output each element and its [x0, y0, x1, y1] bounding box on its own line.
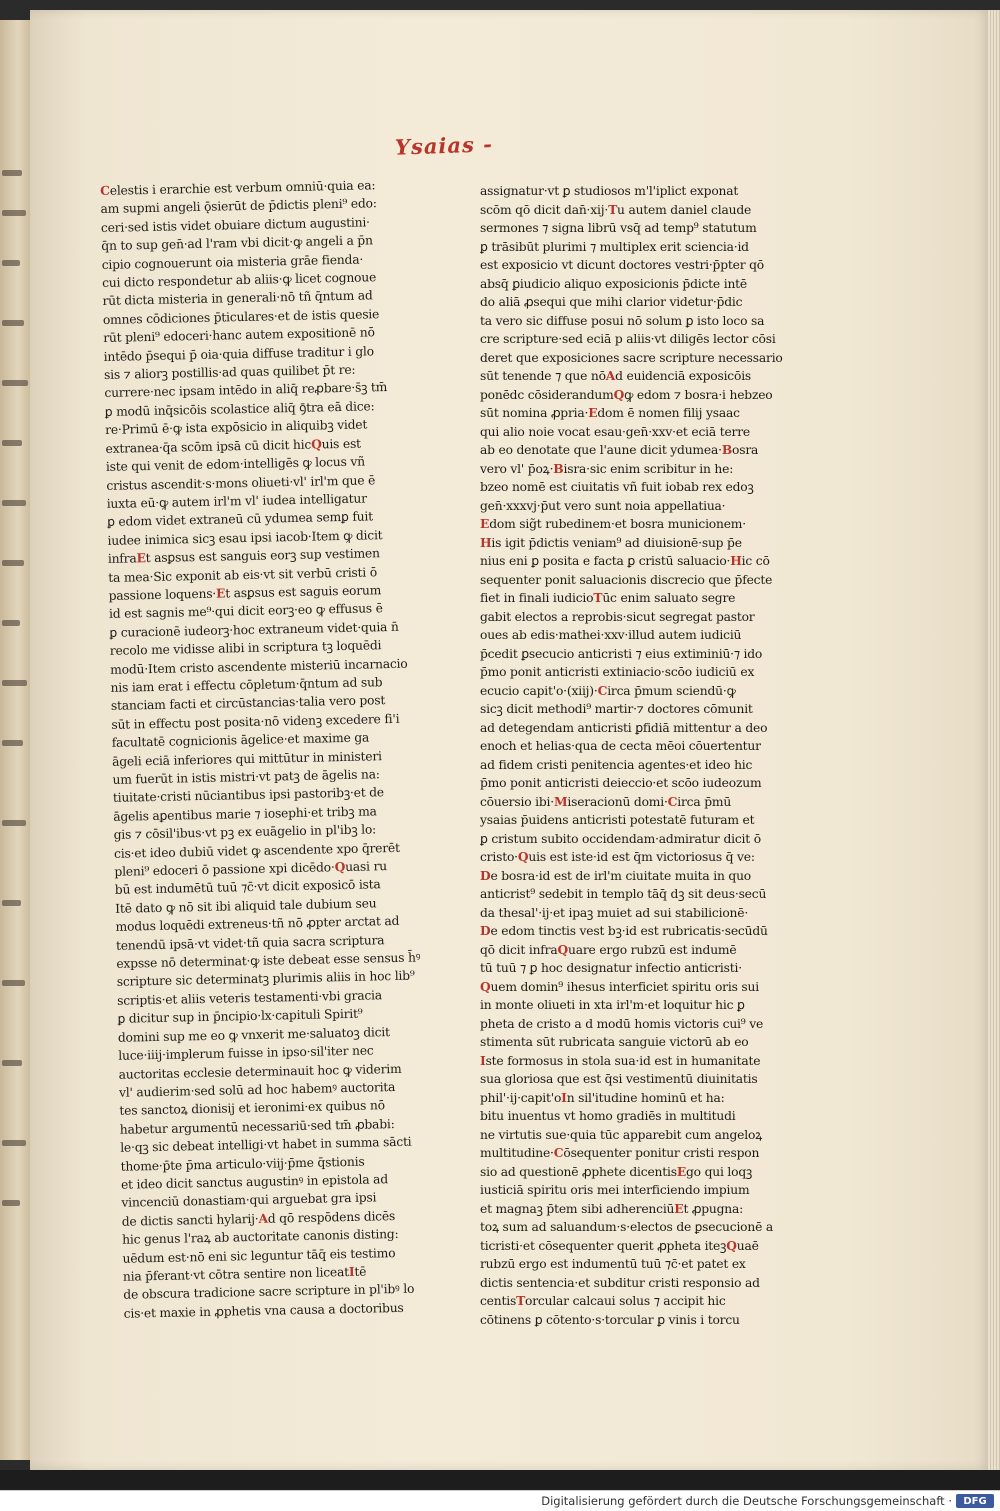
line-text: pheta de cristo a d modū homis victoris cui⁹ ve	[480, 1016, 764, 1031]
line-text: thome·p̄te p̄ma articulo·viij·p̄me q̄stionis	[120, 1154, 365, 1174]
line-text: ysaias p̄uidens anticristi potestatē futuram et	[480, 813, 755, 827]
line-text: ad detegendam anticristi ꝑfidiā mittentur a deo	[480, 720, 768, 735]
line-text: bū est indumētū tuū ⁊c̄·vt dicit exposicō ista	[114, 877, 381, 898]
text-line	[480, 1200, 810, 1219]
text-line	[480, 552, 810, 571]
running-head: Ysaias -	[394, 131, 494, 160]
text-line	[480, 515, 810, 534]
rubricated-initial: C	[100, 182, 110, 198]
text-line	[480, 478, 810, 497]
rubricated-initial: E	[136, 550, 146, 566]
line-text: scōm qō dicit dan̄·xij·	[480, 202, 609, 217]
line-text: in monte oliueti in xta irl'm·et loquitur hic ꝑ	[480, 998, 745, 1012]
text-line	[480, 645, 810, 664]
text-line	[480, 904, 810, 923]
line-text: iusticiā spiritu oris mei interficiendo impium	[480, 1183, 750, 1197]
line-text: tū tuū ⁊ ꝑ hoc designatur infectio anticristi·	[480, 961, 742, 975]
line-text: e edom tinctis vest bꝫ·id est rubricatis·secūdū	[490, 924, 768, 938]
line-text: d qō respōdens dicēs	[267, 1208, 396, 1226]
rubricated-initial: M	[553, 793, 568, 809]
rubricated-initial: E	[480, 516, 490, 531]
line-text: uēdum est·nō eni sic leguntur tāq̄ eis testimo	[122, 1245, 396, 1266]
rubricated-initial: I	[561, 1089, 567, 1105]
line-text: iuxta eū·ꝙ autem irl'm vl' iudea intelligatur	[106, 491, 368, 511]
line-text: āgeli eciā inferiores qui mittūtur in ministeri	[111, 748, 382, 769]
rubricated-initial: Q	[334, 859, 346, 875]
line-text: sis ⁊ aliorꝫ postillis·ad quas quilibet p̄t re:	[103, 362, 356, 383]
line-text: phil'·ij·capit'o	[480, 1090, 562, 1105]
line-text: modus loquēdi extreneus·tñ nō ꝓpter arctat ad	[115, 914, 400, 935]
text-line	[480, 996, 810, 1015]
text-line	[480, 626, 810, 645]
line-text: ꝙ edom ⁊ bosra·i hebzeo	[624, 387, 773, 402]
line-text: id est sagnis me⁹·qui dicit eorꝫ·eo ꝙ effusus ē	[108, 601, 383, 622]
text-line	[480, 774, 810, 793]
line-text: iseracionū domi·	[567, 794, 668, 809]
line-text: ūc enim saluato segre	[602, 591, 736, 605]
rubricated-initial: E	[588, 405, 598, 420]
line-text: p̄cedit ꝑsecucio anticristi ⁊ eius extiminiū·⁊ ido	[480, 646, 763, 661]
line-text: d euidenciā exposicōis	[615, 369, 752, 383]
line-text: ōsequenter ponitur cristi respon	[563, 1146, 760, 1160]
text-line	[480, 534, 810, 553]
line-text: cristo·	[480, 850, 518, 864]
line-text: uis est	[321, 436, 361, 452]
line-text: dom sig̃t rubedinem·et bosra municionem·	[489, 517, 746, 531]
line-text: facultatē cognicionis āgelice·et maxime ga	[111, 730, 370, 751]
line-text: nis iam erat i effectu cōpletum·q̄ntum ad sub	[110, 675, 383, 695]
text-column-left	[100, 175, 454, 1323]
text-line	[480, 663, 810, 682]
line-text: rubzū ergo est indumentū tuū ⁊c̄·et patet ex	[480, 1257, 746, 1271]
text-line	[480, 1163, 810, 1182]
rubricated-initial: Q	[557, 941, 568, 957]
line-text: sūt tenende ⁊ que nō	[480, 369, 606, 383]
line-text: rūt pleni⁹ edoceri·hanc autem expositionē nō	[103, 325, 375, 346]
text-line	[480, 830, 810, 849]
text-line	[480, 978, 810, 997]
rubricated-initial: C	[667, 793, 678, 809]
line-text: ste formosus in stola sua·id est in humanitate	[485, 1053, 761, 1068]
line-text: sūt nomina ꝓpria·	[480, 406, 589, 420]
rubricated-initial: T	[608, 201, 618, 217]
line-text: t asꝑsus est sanguis eorꝫ sup vestimen	[145, 546, 380, 566]
rubricated-initial: A	[258, 1210, 268, 1226]
rubricated-initial: T	[593, 590, 603, 605]
line-text: uasi ru	[344, 859, 388, 875]
line-text: le·qꝫ sic debeat intelligi·vt habet in summa sācti	[120, 1134, 412, 1155]
text-line	[480, 441, 810, 460]
rubricated-initial: T	[516, 1293, 526, 1308]
text-line	[480, 737, 810, 756]
line-text: vl' audierim·sed solū ad hoc habemꝰ auctorita	[118, 1079, 396, 1100]
rubricated-initial: Q	[480, 978, 491, 994]
line-text: scriptis·et aliis veteris testamenti·vbi gracia	[117, 988, 383, 1008]
text-line	[480, 885, 810, 904]
line-text: cis·et ideo dubiū videt ꝙ ascendente xpo q̄rerēt	[113, 840, 400, 861]
line-text: tenendū ipsā·vt videt·tñ quia sacra scriptura	[115, 932, 385, 953]
text-line	[480, 182, 810, 201]
line-text: assignatur·vt ꝑ studiosos m'l'iplict exponat	[480, 184, 739, 198]
line-text: ne virtutis sue·quia tūc apparebit cum angeloꝝ	[480, 1127, 763, 1142]
line-text: uaē	[736, 1238, 759, 1253]
funding-notice: Digitalisierung gefördert durch die Deutsche Forschungsgemeinschaft ·	[541, 1494, 952, 1508]
line-text: ticristi·et cōsequenter querit ꝓpheta iteꝫ	[480, 1238, 727, 1253]
text-line	[480, 1292, 810, 1311]
line-text: tiuitate·cristi nūciantibus ipsi pastoribꝫ·et de	[112, 785, 385, 806]
line-text: toꝝ sum ad saluandum·s·electos de ꝑsecucionē a	[480, 1220, 774, 1234]
line-text: p̄mo ponit anticristi deieccio·et scōo iudeozum	[480, 776, 762, 790]
text-line	[480, 848, 810, 867]
line-text: n sil'itudine hominū et ha:	[566, 1090, 725, 1105]
line-text: nius eni ꝑ posita e facta ꝑ cristū saluacio·	[480, 554, 731, 568]
line-text: omnes cōdiciones p̄ticulares·et de istis quesie	[102, 307, 380, 327]
text-line	[480, 1107, 810, 1126]
text-line	[480, 719, 810, 738]
left-page-edge	[0, 20, 30, 1460]
text-line	[480, 571, 810, 590]
text-line	[480, 293, 810, 312]
line-text: domini sup me eo ꝙ vnxerit me·saluatoꝫ dicit	[117, 1024, 390, 1045]
line-text: ta vero sic diffuse posui nō solum ꝑ isto loco sa	[480, 313, 765, 328]
text-line	[480, 1033, 810, 1052]
text-line	[480, 1070, 810, 1089]
text-line	[480, 682, 810, 701]
line-text: stanciam facti et circūstancias·talia vero post	[110, 693, 386, 714]
line-text: ꝑ modū inq̄sicōis scolastice aliq̄ ꝯ̄tra eā dice:	[104, 399, 375, 419]
line-text: auctoritas ecclesie determinauit hoc ꝙ viderim	[118, 1061, 402, 1082]
text-line	[480, 1255, 810, 1274]
line-text: da thesal'·ij·et ipaꝫ muiet ad sui stabilicionē·	[480, 905, 749, 920]
line-text: recolo me vidisse alibi in scriptura tꝫ loquēdi	[109, 638, 382, 659]
line-text: cōuersio ibi·	[480, 794, 554, 809]
line-text: modū·Item cristo ascendente misteriū incarnacio	[110, 656, 408, 677]
line-text: et magnaꝫ p̄tem sibi adherenciū	[480, 1201, 675, 1216]
line-text: centis	[480, 1294, 517, 1308]
text-line	[480, 1218, 810, 1237]
text-line	[480, 497, 810, 516]
rubricated-initial: E	[676, 1163, 687, 1179]
text-line	[480, 1274, 810, 1293]
text-line	[480, 386, 810, 405]
line-text: ta mea·Sic exponit ab eis·vt sit verbū cristi ō	[108, 564, 378, 585]
line-text: cipio cognouerunt oia misteria grāe fienda·	[101, 252, 364, 272]
line-text: sicꝫ dicit methodi⁹ martir·⁊ doctores cōmunit	[480, 702, 753, 716]
line-text: habetur argumentū necessariū·sed tm̄ ꝓbabi:	[119, 1116, 395, 1137]
line-text: osra	[732, 443, 759, 457]
line-text: tē	[354, 1264, 367, 1279]
line-text: q̄n to sup gen̄·ad l'ram vbi dicit·ꝙ angeli a p̄n	[101, 233, 373, 254]
line-text: ꝑ edom videt extraneū cū ydumea semꝑ fuit	[106, 509, 374, 530]
line-text: ic cō	[741, 554, 770, 568]
line-text: nia p̄ferant·vt cōtra sentire non liceat	[122, 1264, 350, 1284]
text-line	[480, 700, 810, 719]
text-line	[480, 219, 810, 238]
line-text: irca p̄mum sciendū·ꝙ	[607, 683, 736, 698]
line-text: am supmi angeli ǭsierūt de p̄dictis pleni⁹ edo:	[100, 196, 377, 217]
scan-bottom-edge	[0, 1470, 1000, 1490]
line-text: currere·nec ipsam intēdo in aliq̄ reꝓbare·s̄ꝫ tm̄	[104, 380, 388, 401]
text-line	[480, 941, 810, 960]
line-text: uare ergo rubzū est indumē	[568, 942, 737, 957]
line-text: gis ⁊ cōsil'ibus·vt pꝫ ex euāgelio in pl'ibꝫ lo:	[113, 822, 377, 843]
line-text: cre scripture·sed eciā p aliis·vt diligēs lector cōsi	[480, 332, 776, 346]
line-text: cui dicto respondetur ab aliis·ꝙ licet cognoue	[101, 270, 377, 291]
line-text: cōtinens ꝑ cōtento·s·torcular ꝑ vinis i torcu	[480, 1312, 740, 1327]
line-text: vero vl' p̄oꝝ·	[480, 461, 554, 476]
line-text: anticrist⁹ sedebit in templo tāq̄ dꝫ sit deus·secū	[480, 887, 767, 901]
text-line	[480, 423, 810, 442]
line-text: cristus ascendit·s·mons oliueti·vl' irl'm que ē	[106, 472, 376, 493]
rubricated-initial: A	[605, 368, 616, 383]
line-text: iste qui venit de edom·intelligēs ꝙ locus vñ	[105, 454, 365, 475]
text-line	[480, 1015, 810, 1034]
line-text: ab eo denotate que l'aune dicit ydumea·	[480, 443, 722, 457]
line-text: ꝑ cristum subito occidendam·admiratur dicit ō	[480, 831, 761, 846]
text-line	[480, 1181, 810, 1200]
line-text: gen̄·xxxvj·p̄ut vero sunt noia appellatiua·	[480, 498, 726, 513]
line-text: hic genus l'raꝝ ab auctoritate canonis disting:	[122, 1227, 399, 1247]
text-line	[480, 589, 810, 608]
text-line	[480, 256, 810, 275]
line-text: isra·sic enim scribitur in he:	[563, 461, 734, 476]
line-text: sequenter ponit saluacionis discrecio que p̄fecte	[480, 572, 773, 587]
line-text: tes sanctoꝝ dionisij et ieronimi·ex quibus nō	[119, 1098, 385, 1119]
rubricated-initial: Q	[726, 1237, 737, 1253]
line-text: intēdo p̄sequi p̄ oia·quia diffuse traditur i glo	[103, 343, 374, 364]
line-text: sua gloriosa que est q̄si vestimentū diuinitatis	[480, 1072, 758, 1086]
line-text: qui alio noie vocat esau·gen̄·xxv·et eciā terre	[480, 424, 750, 439]
line-text: extranea·q̄a scōm ipsā cū dicit hic	[105, 437, 312, 456]
text-line	[480, 1089, 810, 1108]
text-line	[480, 238, 810, 257]
text-line	[480, 201, 810, 220]
line-text: sermones ⁊ signa librū vsq̄ ad temp⁹ statutum	[480, 221, 757, 235]
rubricated-initial: H	[480, 534, 492, 550]
line-text: deret que exposiciones sacre scripture necessario	[480, 350, 783, 365]
text-line	[480, 1237, 810, 1256]
line-text: est exposicio vt dicunt doctores vestri·p̄pter qō	[480, 258, 764, 272]
rubricated-initial: I	[348, 1263, 355, 1279]
line-text: absq̄ ꝑiudicio aliquo exposicionis p̄dicte intē	[480, 276, 747, 291]
text-line	[480, 959, 810, 978]
line-text: ecucio capit'o·(xiij)·	[480, 683, 598, 698]
line-text: re·Primū ē·ꝙ ista expōsicio in aliquibꝫ videt	[105, 417, 368, 438]
line-text: elestis i erarchie est verbum omniū·quia ea:	[109, 178, 376, 198]
footer-bar	[0, 1490, 1000, 1511]
line-text: ꝑ dicitur sup in p̄ncipio·lx·capituli Spirit⁹	[117, 1006, 363, 1027]
line-text: ꝑ trāsibūt plurimi ⁊ multiplex erit sciencia·id	[480, 239, 749, 254]
rubricated-initial: Q	[613, 386, 625, 402]
line-text: infra	[107, 551, 137, 567]
text-line	[480, 404, 810, 423]
line-text: ponēdc cōsiderandum	[480, 387, 614, 402]
line-text: cis·et maxie in ꝓphetis vna causa a doctoribus	[123, 1300, 404, 1321]
rubricated-initial: C	[597, 682, 608, 698]
line-text: de obscura tradicione sacre scripture in pl'ibꝰ lo	[123, 1282, 415, 1303]
line-text: rūt dicta misteria in generali·nō tñ q̄ntum ad	[102, 288, 373, 309]
page-stack-edge	[988, 10, 1000, 1470]
line-text: qō dicit infra	[480, 942, 558, 957]
line-text: is igit p̄dictis veniam⁹ ad diuisionē·sup p̄e	[491, 535, 742, 550]
line-text: vincenciū donastiam·qui arguebat gra ipsi	[121, 1190, 377, 1211]
dfg-logo: DFG	[956, 1494, 994, 1508]
line-text: et ideo dicit sanctus augustinꝰ in epistola ad	[120, 1172, 389, 1192]
text-line	[480, 275, 810, 294]
line-text: go qui loqꝫ	[686, 1164, 753, 1179]
line-text: iudee inimica sicꝫ esau ipsi iacob·Item ꝙ dicit	[107, 527, 383, 548]
line-text: p̄mo ponit anticristi extiniacio·scōo iudiciū ex	[480, 665, 755, 679]
line-text: enoch et helias·qua de cecta mēoi cōuertentur	[480, 739, 761, 753]
text-line	[480, 312, 810, 331]
rubricated-initial: Q	[310, 436, 322, 452]
rubricated-initial: H	[730, 553, 742, 568]
line-text: ad fidem cristi penitencia agentes·et ideo hic	[480, 757, 753, 772]
line-text: expsse nō determinat·ꝙ iste debeat esse sensus h̄ꝰ	[116, 950, 421, 971]
text-line	[480, 811, 810, 830]
line-text: dom ē nomen filij ysaac	[597, 406, 740, 420]
line-text: uis est iste·id est q̄m victoriosus q̄ ve:	[528, 850, 755, 864]
line-text: pleni⁹ edoceri ō passione xpi dicēdo·	[114, 860, 335, 879]
line-text: uem domin⁹ ihesus interficiet spiritu oris sui	[490, 979, 759, 994]
rubricated-initial: E	[674, 1200, 684, 1216]
line-text: luce·iiij·implerum fuisse in ipso·sil'iter nec	[118, 1043, 374, 1063]
rubricated-initial: D	[480, 923, 491, 938]
rubricated-initial: B	[553, 460, 564, 476]
line-text: sio ad questionē ꝓphete dicentis	[480, 1164, 677, 1179]
rubricated-initial: D	[480, 867, 491, 883]
rubricated-initial: E	[215, 585, 226, 601]
line-text: dictis sentencia·et subditur cristi responsio ad	[480, 1275, 760, 1290]
line-text: ꝑ curacionē iudeorꝫ·hoc extraneum videt·quia n̄	[109, 619, 399, 640]
line-text: stimenta sūt rubricata sanguie victorū ab eo	[480, 1035, 749, 1049]
line-text: bitu inuentus vt homo gradiēs in multitudi	[480, 1109, 736, 1123]
line-text: multitudine·	[480, 1146, 554, 1160]
line-text: um fuerūt in istis mistri·vt patꝫ de āgelis na:	[112, 767, 380, 787]
line-text: passione loquens·	[108, 586, 217, 603]
text-line	[480, 793, 810, 812]
line-text: scripture sic determinatꝫ plurimis aliis in hoc lib⁹	[116, 969, 415, 990]
text-line	[480, 1126, 810, 1145]
rubricated-initial: Q	[517, 849, 529, 864]
text-line	[480, 330, 810, 349]
line-text: oues ab edis·mathei·xxv·illud autem iudiciū	[480, 628, 742, 642]
text-line	[480, 608, 810, 627]
text-line	[480, 367, 810, 386]
text-column-right	[480, 182, 810, 1329]
text-line	[480, 922, 810, 941]
line-text: irca p̄mū	[677, 794, 732, 809]
rubricated-initial: B	[721, 442, 733, 457]
text-line	[480, 460, 810, 479]
line-text: fiet in finali iudicio	[480, 591, 594, 605]
rubricated-initial: I	[480, 1052, 486, 1068]
line-text: orcular calcaui solus ⁊ accipit hic	[525, 1294, 726, 1308]
line-text: de dictis sancti hylarij·	[121, 1211, 259, 1229]
line-text: āgelis aꝑentibus marie ⁊ iosephi·et tribꝫ ma	[113, 804, 377, 824]
text-line	[480, 349, 810, 368]
line-text: t asꝑsus est saguis eorum	[225, 583, 382, 601]
line-text: bzeo nomē est ciuitatis vñ fuit iobab rex edoꝫ	[480, 480, 754, 494]
text-line	[480, 1144, 810, 1163]
line-text: do aliā ꝓsequi que mihi clarior videtur·p̄dic	[480, 295, 743, 309]
line-text: t ꝓpugna:	[683, 1201, 744, 1216]
text-line	[480, 756, 810, 775]
text-line	[480, 1052, 810, 1071]
text-line	[480, 1311, 810, 1330]
rubricated-initial: C	[553, 1145, 564, 1160]
line-text: ceri·sed istis videt obuiare dictum augustini·	[100, 215, 370, 235]
line-text: Itē dato ꝙ nō sit ibi aliquid tale dubium seu	[115, 896, 377, 916]
line-text: u autem daniel claude	[617, 202, 752, 217]
line-text: e bosra·id est de irl'm ciuitate muita in quo	[490, 868, 751, 883]
text-line	[480, 867, 810, 886]
line-text: sūt in effectu post posita·nō videnꝫ excedere fi'i	[111, 711, 400, 732]
line-text: gabit electos a reprobis·sicut segregat pastor	[480, 609, 755, 624]
